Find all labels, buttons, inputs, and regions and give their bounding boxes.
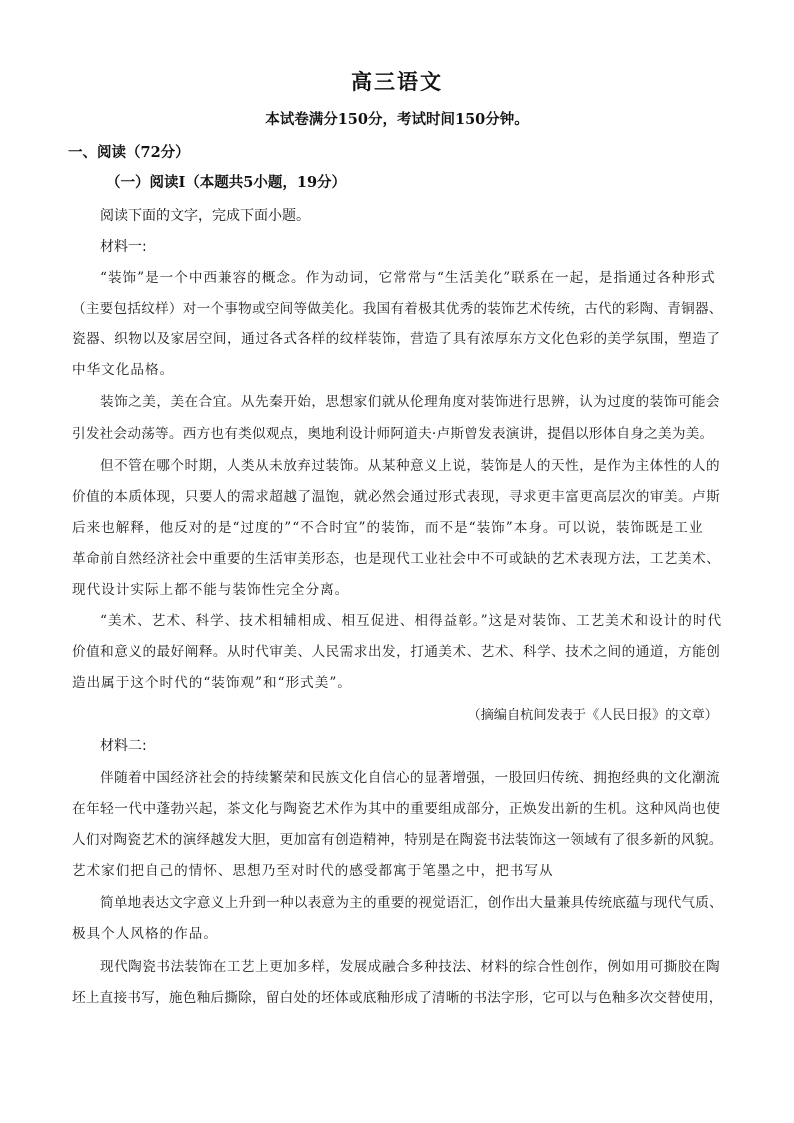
material1-line: “装饰”是一个中西兼容的概念。作为动词，它常常与“生活美化”联系在一起，是指通过各种形式 (100, 270, 716, 286)
material1-line: 引发社会动荡等。西方也有类似观点，奥地利设计师阿道夫·卢斯曾发表演讲，提倡以形体自身之美为美。 (72, 426, 714, 442)
material1-line: 中华文化品格。 (72, 362, 175, 378)
page-title: 高三语文 (351, 69, 443, 94)
material1-line: 装饰之美，美在合宜。从先秦开始，思想家们就从伦理角度对装饰进行思辨，认为过度的装饰可能会 (100, 394, 721, 410)
material2-line: 艺术家们把自己的情怀、思想乃至对时代的感受都寓于笔墨之中，把书写从 (72, 863, 554, 879)
material1-line: 价值和意义的最好阐释。从时代审美、人民需求出发，打通美术、艺术、科学、技术之间的通道，方能创 (72, 644, 721, 660)
material1-line: 造出属于这个时代的“装饰观”和“形式美”。 (72, 675, 352, 691)
material1-line: 瓷器、织物以及家居空间，通过各式各样的纹样装饰，营造了具有浓厚东方文化色彩的美学氛围，塑造了 (72, 331, 721, 347)
material1-line: 价值的本质体现，只要人的需求超越了温饱，就必然会通过形式表现，寻求更丰富更高层次的审美。卢斯 (72, 489, 721, 505)
material1-label: 材料一: (100, 239, 147, 255)
material1-line: （主要包括纹样）对一个事物或空间等做美化。我国有着极其优秀的装饰艺术传统，古代的彩陶、青铜器、 (72, 301, 723, 317)
section-heading: 一、阅读（72分） (68, 144, 190, 161)
sub-section-heading: （一）阅读Ⅰ（本题共5小题，19分） (106, 174, 347, 191)
material1-line: 革命前自然经济社会中重要的生活审美形态，也是现代工业社会中不可或缺的艺术表现方法，工艺美术、 (72, 551, 721, 567)
material2-line: 极具个人风格的作品。 (72, 926, 218, 942)
material2-line: 坯上直接书写，施色釉后撕除，留白处的坯体或底釉形成了清晰的书法字形，它可以与色釉多次交替使用， (72, 990, 723, 1006)
material1-line: 但不管在哪个时期，人类从未放弃过装饰。从某种意义上说，装饰是人的天性，是作为主体性的人的 (100, 458, 721, 474)
material1-source: （摘编自杭间发表于《人民日报》的文章） (467, 708, 718, 723)
material1-line: 后来也解释，他反对的是“过度的”“不合时宜”的装饰，而不是“装饰”本身。可以说，装饰既是工业 (72, 520, 704, 536)
material1-line: “美术、艺术、科学、技术相辅相成、相互促进、相得益彰。”这是对装饰、工艺美术和设计的时代 (100, 613, 723, 629)
instruction-text: 阅读下面的文字，完成下面小题。 (100, 208, 310, 224)
exam-info: 本试卷满分150分，考试时间150分钟。 (265, 111, 529, 128)
material2-line: 在年轻一代中蓬勃兴起，茶文化与陶瓷艺术作为其中的重要组成部分，正焕发出新的生机。这种风尚也使 (72, 801, 721, 817)
material2-line: 现代陶瓷书法装饰在工艺上更加多样，发展成融合多种技法、材料的综合性创作，例如用可撕胶在陶 (100, 959, 721, 975)
material2-label: 材料二: (100, 738, 147, 754)
material2-line: 人们对陶瓷艺术的演绎越发大胆，更加富有创造精神，特别是在陶瓷书法装饰这一领域有了很多新的风貌。 (72, 832, 723, 848)
material2-line: 伴随着中国经济社会的持续繁荣和民族文化自信心的显著增强，一股回归传统、拥抱经典的文化潮流 (100, 770, 721, 786)
material2-line: 简单地表达文字意义上升到一种以表意为主的重要的视觉语汇，创作出大量兼具传统底蕴与现代气质、 (100, 895, 723, 911)
material1-line: 现代设计实际上都不能与装饰性完全分离。 (72, 582, 350, 598)
